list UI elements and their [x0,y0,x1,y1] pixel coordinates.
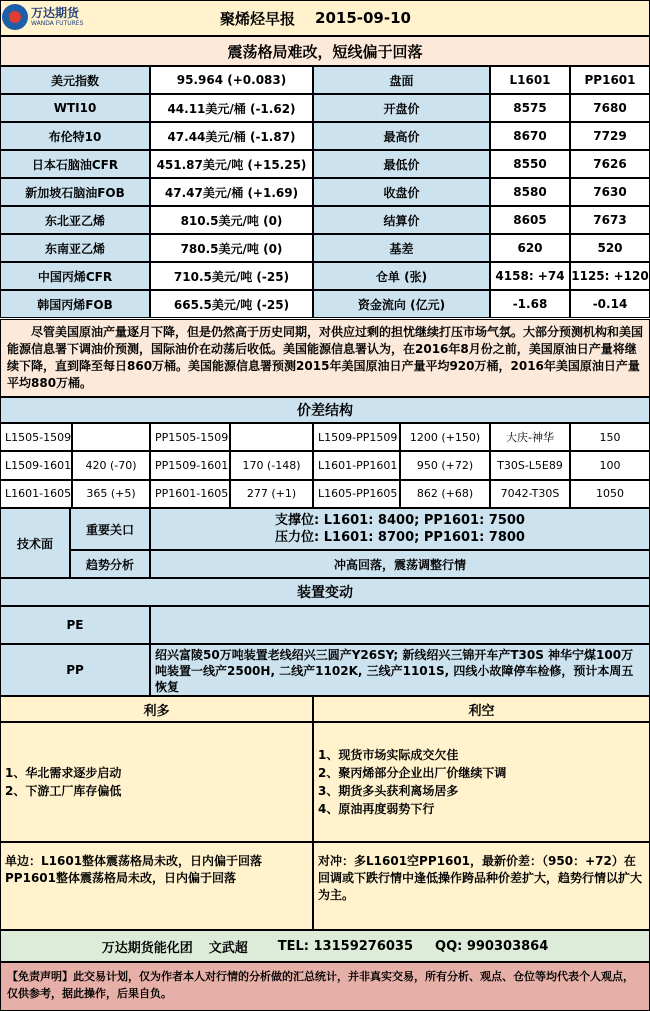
futures-l1601-value: -1.68 [490,290,570,318]
market-name: 东北亚乙烯 [0,206,150,234]
trend-analysis: 冲高回落，震荡调整行情 [150,550,650,578]
market-value: 780.5美元/吨 (0) [150,234,313,262]
futures-row-label: 开盘价 [313,94,490,122]
phone-number: TEL: 13159276035 [277,938,414,954]
spread-name: L1509-1601 [0,451,72,479]
single-strategy-line: 单边：L1601整体震荡格局未改，日内偏于回落 [5,854,263,868]
futures-l1601-value: 8670 [490,122,570,150]
spread-value: 100 [570,451,650,479]
futures-header-pp1601: PP1601 [570,66,650,94]
market-value: 451.87美元/吨 (+15.25) [150,150,313,178]
logo-name: 万达期货 [31,6,80,20]
bear-factors [313,722,650,842]
futures-row-label: 资金流向 (亿元) [313,290,490,318]
market-name: 新加坡石脑油FOB [0,178,150,206]
spread-name: L1509-PP1509 [313,423,400,451]
futures-l1601-value: 8550 [490,150,570,178]
spread-value: 365 (+5) [72,480,150,508]
logo-english: WANDA FUTURES [31,20,84,27]
market-value: 44.11美元/桶 (-1.62) [150,94,313,122]
spread-value: 150 [570,423,650,451]
headline: 震荡格局难改，短线偏于回落 [0,36,650,66]
market-name: 美元指数 [0,66,150,94]
trend-label: 趋势分析 [70,550,150,578]
spread-name: 7042-T30S [490,480,570,508]
futures-row-label: 结算价 [313,206,490,234]
futures-pp1601-value: 1125: +120 [570,262,650,290]
bear-factor: 4、原油再度弱势下行 [318,802,435,816]
futures-l1601-value: 620 [490,234,570,262]
qq-number: QQ: 990303864 [435,938,549,954]
spread-value: 862 (+68) [400,480,490,508]
bull-title: 利多 [0,696,313,722]
futures-pp1601-value: 7673 [570,206,650,234]
logo [2,2,94,32]
report-title-row [220,8,411,28]
futures-header-label: 盘面 [313,66,490,94]
spread-name: PP1509-1601 [150,451,230,479]
futures-l1601-value: 4158: +74 [490,262,570,290]
spread-value: 1200 (+150) [400,423,490,451]
key-levels [150,508,650,550]
spread-name: PP1601-1605 [150,480,230,508]
analyst-name: 文武超 [208,940,248,956]
spread-name: PP1505-1509 [150,423,230,451]
spread-name: L1605-PP1605 [313,480,400,508]
futures-row-label: 最低价 [313,150,490,178]
futures-l1601-value: 8575 [490,94,570,122]
bull-factor: 1、华北需求逐步启动 [5,766,122,780]
market-name: 中国丙烯CFR [0,262,150,290]
technical-label: 技术面 [0,508,70,578]
spread-value [230,423,313,451]
market-name: WTI10 [0,94,150,122]
spread-value: 950 (+72) [400,451,490,479]
market-value: 47.47美元/桶 (+1.69) [150,178,313,206]
futures-header-l1601: L1601 [490,66,570,94]
key-level-label: 重要关口 [70,508,150,550]
futures-row-label: 基差 [313,234,490,262]
spread-name: L1601-PP1601 [313,451,400,479]
resistance-level: 压力位: L1601: 8700; PP1601: 7800 [275,530,525,545]
bull-factor: 2、下游工厂库存偏低 [5,784,122,798]
single-strategy-line: PP1601整体震荡格局未改，日内偏于回落 [5,871,236,885]
spread-name: L1505-1509 [0,423,72,451]
market-name: 东南亚乙烯 [0,234,150,262]
pe-label: PE [0,606,150,644]
bull-factors [0,722,313,842]
futures-row-label: 最高价 [313,122,490,150]
futures-pp1601-value: 7729 [570,122,650,150]
spread-value: 170 (-148) [230,451,313,479]
market-value: 810.5美元/吨 (0) [150,206,313,234]
pp-changes: 绍兴富陵50万吨装置老线绍兴三圆产Y26SY; 新线绍兴三锦开车产T30S 神华宁煤100万吨装置一线产2500H, 二线产1102K, 三线产1101S, 四线小故障停车检修，预计本周五恢复 [150,644,650,696]
futures-pp1601-value: 7626 [570,150,650,178]
pe-changes [150,606,650,644]
pp-label: PP [0,644,150,696]
futures-pp1601-value: 7630 [570,178,650,206]
spread-value [72,423,150,451]
market-name: 日本石脑油CFR [0,150,150,178]
bear-factor: 2、聚丙烯部分企业出厂价继续下调 [318,766,507,780]
single-strategy [0,842,313,930]
hedge-strategy: 对冲：多L1601空PP1601，最新价差：（950：+72）在回调或下跌行情中逢低操作跨品种价差扩大，趋势行情以扩大为主。 [313,842,650,930]
spread-name: T30S-L5E89 [490,451,570,479]
spread-value: 1050 [570,480,650,508]
report-title: 聚烯烃早报 [220,9,296,28]
market-commentary: 尽管美国原油产量逐月下降，但是仍然高于历史同期，对供应过剩的担忧继续打压市场气氛。大部分预测机构和美国能源信息署下调油价预测，国际油价在动荡后收低。美国能源信息署认为，在2016年8月份之前，美国原油日产量将继续下降，直到降至每日860万桶。美国能源信息署预测2015年美国原油日产量平均920万桶，2016年美国原油日产量平均880万桶。 [0,319,650,397]
futures-l1601-value: 8605 [490,206,570,234]
spread-name: L1601-1605 [0,480,72,508]
support-level: 支撑位: L1601: 8400; PP1601: 7500 [275,513,525,528]
spread-value: 420 (-70) [72,451,150,479]
futures-pp1601-value: 520 [570,234,650,262]
logo-icon [2,4,28,30]
bear-factor: 3、期货多头获利离场居多 [318,784,459,798]
spread-name: 大庆-神华 [490,423,570,451]
equipment-title: 装置变动 [0,578,650,606]
report-date: 2015-09-10 [315,9,411,27]
bear-factor: 1、现货市场实际成交欠佳 [318,748,459,762]
futures-l1601-value: 8580 [490,178,570,206]
market-value: 665.5美元/吨 (-25) [150,290,313,318]
market-value: 95.964 (+0.083) [150,66,313,94]
disclaimer: 【免责声明】此交易计划，仅为作者本人对行情的分析做的汇总统计，并非真实交易，所有分析、观点、仓位等均代表个人观点，仅供参考，据此操作，后果自负。 [0,962,650,1011]
market-name: 韩国丙烯FOB [0,290,150,318]
contact-bar [0,930,650,962]
futures-row-label: 收盘价 [313,178,490,206]
futures-row-label: 仓单 (张) [313,262,490,290]
market-value: 710.5美元/吨 (-25) [150,262,313,290]
market-name: 布伦特10 [0,122,150,150]
futures-pp1601-value: -0.14 [570,290,650,318]
spread-title: 价差结构 [0,397,650,423]
spread-value: 277 (+1) [230,480,313,508]
bear-title: 利空 [313,696,650,722]
market-value: 47.44美元/桶 (-1.87) [150,122,313,150]
team-name: 万达期货能化团 [101,940,193,956]
futures-pp1601-value: 7680 [570,94,650,122]
